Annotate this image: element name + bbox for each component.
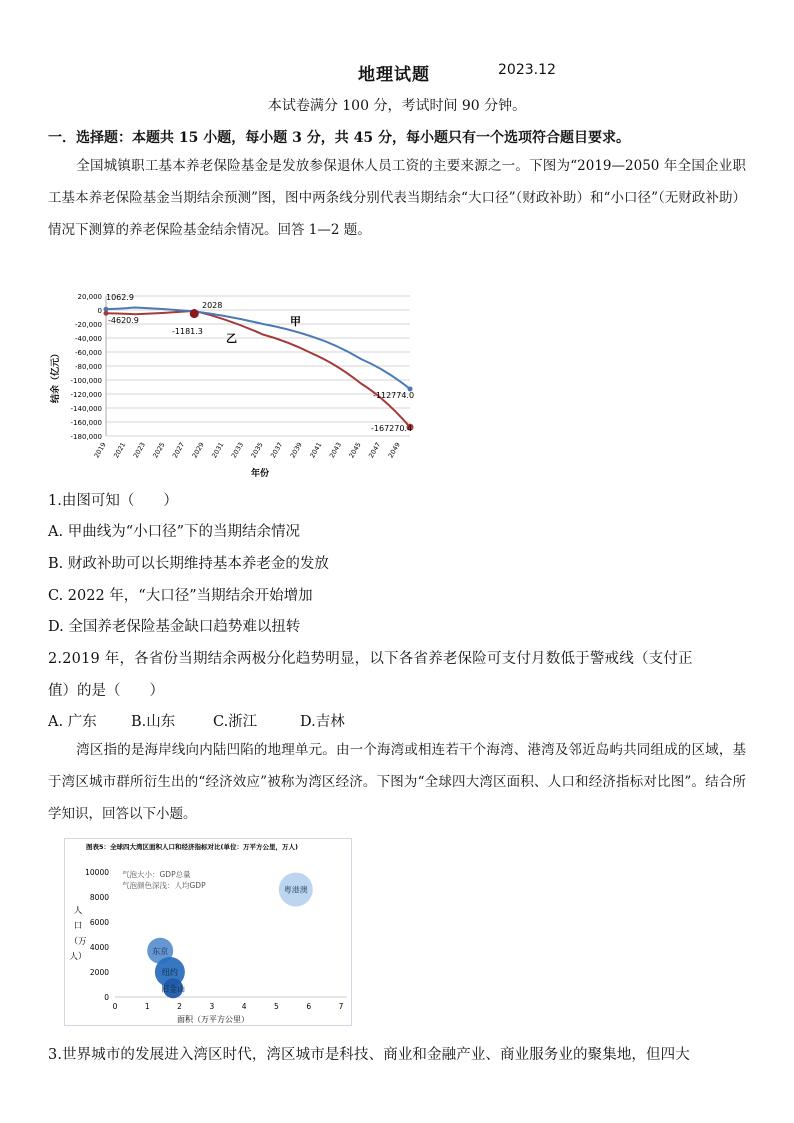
x-tick-label: 1	[144, 1002, 150, 1011]
bubble-label: 粤港澳	[283, 885, 308, 895]
y-tick-label: 10000	[85, 868, 109, 877]
section-heading: 一．选择题：本题共 15 小题，每小题 3 分，共 45 分，每小题只有一个选项符合题目要求。	[48, 130, 630, 146]
page-title: 地理试题	[358, 65, 430, 85]
question-1-option-b: B. 财政补助可以长期维持基本养老金的发放	[48, 556, 329, 572]
y-tick-label: 8000	[89, 893, 109, 902]
x-tick-label: 3	[209, 1002, 215, 1011]
x-tick-label: 2021	[112, 441, 128, 460]
y-tick-label: 6000	[89, 918, 109, 927]
exam-date: 2023.12	[498, 62, 556, 78]
label-4620-9: -4620.9	[108, 316, 139, 325]
y-axis-label-part: 人）	[69, 952, 87, 962]
exam-subtitle: 本试卷满分 100 分，考试时间 90 分钟。	[267, 98, 527, 114]
x-tick-label: 4	[241, 1002, 247, 1011]
label-jia: 甲	[290, 315, 301, 328]
y-axis-ticks	[71, 293, 102, 441]
x-axis-ticks	[93, 441, 402, 459]
label-167270: -167270.4	[371, 424, 413, 433]
question-1-option-a: A. 甲曲线为“小口径”下的当期结余情况	[48, 524, 301, 540]
label-1062-9: 1062.9	[106, 293, 134, 302]
x-tick-label: 2031	[210, 441, 226, 460]
label-yi: 乙	[226, 332, 237, 345]
y-tick-label: -160,000	[70, 419, 102, 427]
question-2-stem-cont: 值）的是（ ）	[48, 683, 164, 699]
x-tick-label: 2025	[151, 441, 167, 460]
x-tick-label: 2045	[347, 441, 363, 460]
point-yi-2028	[190, 309, 199, 318]
question-1-option-c: C. 2022 年，“大口径”当期结余开始增加	[48, 588, 313, 604]
y-tick-label: -120,000	[70, 391, 102, 399]
x-tick-label: 2041	[308, 441, 324, 460]
chart-grid	[106, 296, 413, 436]
bubble-label: 旧金山	[161, 984, 186, 994]
question-1-option-d: D. 全国养老保险基金缺口趋势难以扭转	[48, 619, 301, 635]
y-axis-label-part: （万	[69, 937, 87, 947]
label-1181-3: -1181.3	[172, 327, 203, 336]
y-tick-label: -20,000	[74, 321, 102, 329]
x-tick-label: 2023	[131, 441, 147, 460]
y-tick-label: -180,000	[70, 433, 102, 441]
x-tick-label: 2049	[386, 441, 402, 460]
x-tick-label: 6	[306, 1002, 312, 1011]
y-tick-label: 0	[97, 307, 102, 315]
legend-color: 气泡颜色深浅：人均GDP	[122, 881, 206, 890]
x-tick-label: 2029	[190, 441, 206, 460]
passage-2	[48, 734, 746, 830]
x-axis-label: 面积（万平方公里）	[177, 1015, 249, 1024]
x-tick-label: 2019	[92, 441, 108, 460]
x-axis-label: 年份	[250, 469, 270, 479]
point-yi-2019	[104, 311, 109, 316]
legend-size: 气泡大小：GDP总量	[122, 870, 191, 879]
x-tick-label: 2039	[288, 441, 304, 460]
x-tick-label: 2047	[367, 441, 383, 460]
y-tick-label: -80,000	[74, 363, 102, 371]
y-tick-label: -140,000	[70, 405, 102, 413]
y-axis-label-part: 口	[73, 921, 83, 931]
question-2-option-b: B.山东	[131, 714, 176, 730]
question-3-stem: 3.世界城市的发展进入湾区时代，湾区城市是科技、商业和金融产业、商业服务业的聚集地，但四大	[48, 1047, 690, 1063]
passage-1-text: 全国城镇职工基本养老保险基金是发放参保退休人员工资的主要来源之一。下图为“2019—2050 年全国企业职工基本养老保险基金当期结余预测”图，图中两条线分别代表当期结余“大口径”（财政补助）和“小口径”（无财政补助）情况下测算的养老保险基金结余情况。回答 1—2 题。	[48, 158, 746, 238]
pension-balance-chart	[48, 286, 420, 480]
x-tick-label: 2035	[249, 441, 265, 460]
passage-1	[48, 150, 746, 246]
x-tick-label: 2037	[269, 441, 285, 460]
label-2028: 2028	[202, 301, 223, 310]
x-tick-label: 5	[274, 1002, 279, 1011]
question-1-stem: 1.由图可知（ ）	[48, 493, 178, 509]
chart-title: 图表5：全球四大湾区面积人口和经济指标对比(单位：万平方公里，万人)	[86, 843, 298, 851]
x-tick-label: 2	[177, 1002, 182, 1011]
y-tick-label: -60,000	[74, 349, 102, 357]
y-tick-label: 0	[104, 993, 109, 1002]
x-tick-label: 7	[338, 1002, 344, 1011]
x-tick-label: 0	[112, 1002, 118, 1011]
passage-2-text: 湾区指的是海岸线向内陆凹陷的地理单元。由一个海湾或相连若干个海湾、港湾及邻近岛屿共同组成的区域，基于湾区城市群所衍生出的“经济效应”被称为湾区经济。下图为“全球四大湾区面积、人口和经济指标对比图”。结合所学知识，回答以下小题。	[48, 742, 746, 822]
y-tick-label: -100,000	[70, 377, 102, 385]
y-axis-label-part: 人	[73, 906, 83, 916]
question-2-stem: 2.2019 年，各省份当期结余两极分化趋势明显，以下各省养老保险可支付月数低于警戒线（支付正	[48, 651, 693, 667]
series-jia-line	[106, 308, 410, 389]
y-tick-label: -40,000	[74, 335, 102, 343]
y-tick-label: 4000	[89, 943, 109, 952]
x-tick-label: 2033	[229, 441, 246, 460]
question-2-option-d: D.吉林	[300, 714, 345, 730]
bubble-label: 纽约	[161, 968, 178, 977]
series-yi-line	[106, 311, 410, 427]
y-tick-label: 20,000	[77, 293, 102, 301]
label-112774: -112774.0	[373, 391, 415, 400]
bubble-label: 东京	[152, 946, 169, 956]
question-2-option-c: C.浙江	[213, 714, 258, 730]
y-tick-label: 2000	[89, 968, 109, 977]
y-axis-label: 结余（亿元）	[51, 348, 61, 404]
bay-area-bubble-chart	[64, 838, 352, 1026]
x-tick-label: 2043	[327, 441, 344, 460]
question-2-option-a: A. 广东	[48, 714, 97, 730]
x-tick-label: 2027	[170, 441, 187, 460]
